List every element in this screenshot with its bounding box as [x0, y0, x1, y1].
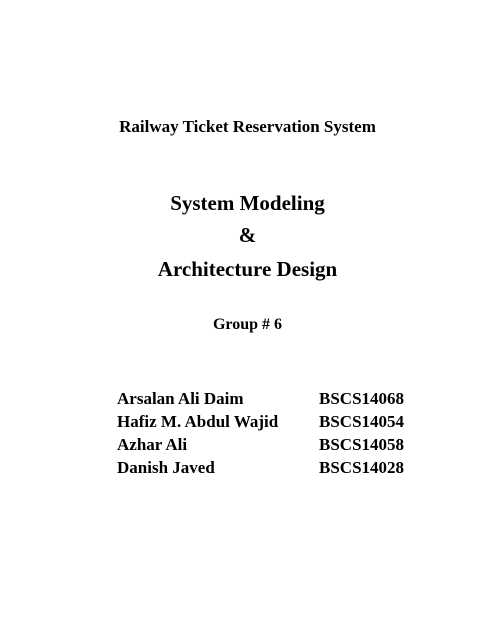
- member-name: Danish Javed: [117, 458, 215, 477]
- document-title-line-2: &: [238, 223, 257, 247]
- member-row: [117, 433, 437, 456]
- member-id: BSCS14068: [319, 389, 405, 408]
- member-id: BSCS14028: [319, 458, 405, 477]
- member-name: Azhar Ali: [117, 435, 188, 454]
- member-name: Arsalan Ali Daim: [117, 389, 244, 408]
- group-label: Group # 6: [212, 316, 283, 333]
- document-title-line-1: System Modeling: [170, 191, 325, 215]
- project-title: Railway Ticket Reservation System: [119, 117, 376, 136]
- member-id: BSCS14054: [319, 412, 405, 431]
- member-row: [117, 410, 437, 433]
- member-list: [117, 387, 437, 479]
- member-row: [117, 456, 437, 479]
- member-id: BSCS14058: [319, 435, 405, 454]
- member-row: [117, 387, 437, 410]
- document-title-line-3: Architecture Design: [157, 257, 338, 281]
- member-name: Hafiz M. Abdul Wajid: [117, 412, 279, 431]
